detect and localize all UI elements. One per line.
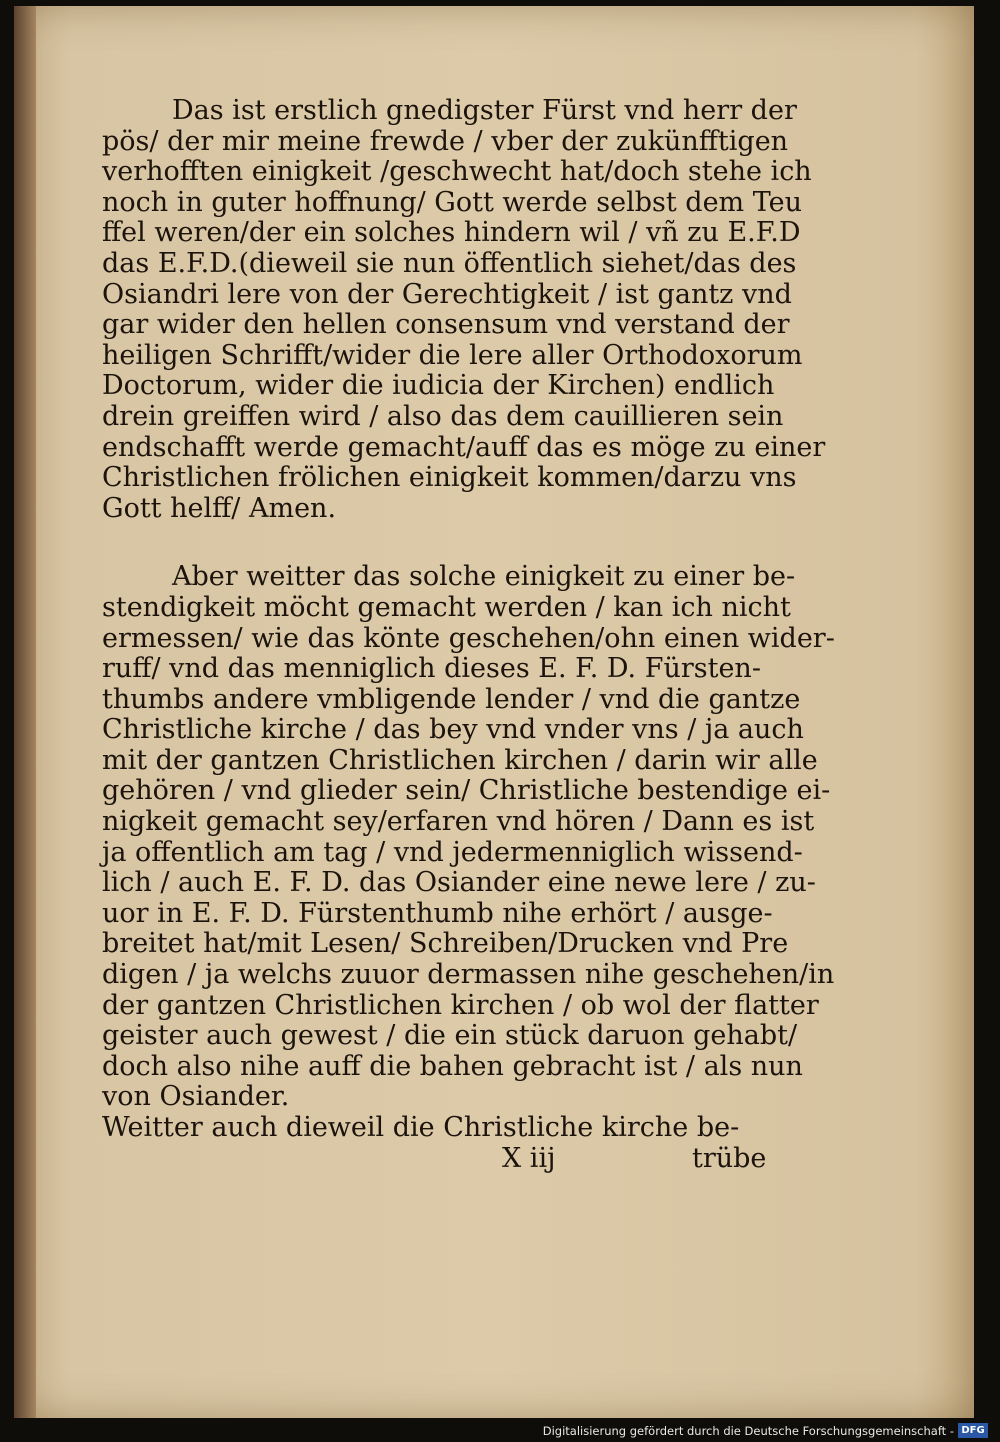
page-footer bbox=[102, 1144, 792, 1174]
paragraph-spacer bbox=[102, 524, 792, 562]
text-line: Gott helff/ Amen. bbox=[102, 492, 337, 524]
catchword: trübe bbox=[692, 1142, 767, 1174]
signature-mark: X iij bbox=[502, 1142, 556, 1174]
text-line: heiligen Schrifft/wider die lere aller Orthodoxorum bbox=[102, 339, 803, 371]
text-line: ruff/ vnd das menniglich dieses E. F. D. Fürsten- bbox=[102, 653, 761, 685]
text-line: Aber weitter das solche einigkeit zu einer be- bbox=[172, 561, 796, 593]
text-line: doch also nihe auff die bahen gebracht ist / als nun bbox=[102, 1050, 803, 1082]
paragraph-3 bbox=[102, 1113, 792, 1144]
text-line: ermessen/ wie das könte geschehen/ohn einen wider- bbox=[102, 622, 835, 654]
text-line: Weitter auch dieweil die Christliche kirche be- bbox=[102, 1112, 740, 1143]
text-line: stendigkeit möcht gemacht werden / kan ich nicht bbox=[102, 591, 791, 623]
text-line: Doctorum, wider die iudicia der Kirchen) endlich bbox=[102, 370, 775, 402]
text-line: von Osiander. bbox=[102, 1081, 290, 1113]
page-text bbox=[102, 95, 835, 1174]
book-spine bbox=[14, 6, 36, 1418]
text-line: verhofften einigkeit /geschwecht hat/doch stehe ich bbox=[102, 156, 812, 188]
text-line: ffel weren/der ein solches hindern wil / vñ zu E.F.D bbox=[102, 217, 801, 249]
text-line: Osiandri lere von der Gerechtigkeit / ist gantz vnd bbox=[102, 278, 792, 310]
text-line: thumbs andere vmbligende lender / vnd die gantze bbox=[102, 683, 801, 715]
text-line: digen / ja welchs zuuor dermassen nihe geschehen/in bbox=[102, 959, 835, 991]
text-line: nigkeit gemacht sey/erfaren vnd hören / Dann es ist bbox=[102, 806, 815, 838]
text-line: pös/ der mir meine frewde / vber der zukünfftigen bbox=[102, 125, 789, 157]
text-line: Christlichen frölichen einigkeit kommen/darzu vns bbox=[102, 462, 797, 494]
text-line: Christliche kirche / das bey vnd vnder vns / ja auch bbox=[102, 714, 804, 746]
text-line: das E.F.D.(dieweil sie nun öffentlich siehet/das des bbox=[102, 247, 797, 279]
text-line: ja offentlich am tag / vnd jedermenniglich wissend- bbox=[102, 836, 803, 868]
text-line: noch in guter hoffnung/ Gott werde selbst dem Teu bbox=[102, 186, 803, 218]
digitization-credit: Digitalisierung gefördert durch die Deutsche Forschungsgemeinschaft - bbox=[542, 1424, 954, 1438]
text-line: mit der gantzen Christlichen kirchen / darin wir alle bbox=[102, 744, 818, 776]
text-line: gar wider den hellen consensum vnd verstand der bbox=[102, 309, 790, 341]
paragraph-1 bbox=[102, 95, 826, 524]
text-line: endschafft werde gemacht/auff das es möge zu einer bbox=[102, 431, 826, 463]
book-page bbox=[14, 6, 974, 1418]
text-line: lich / auch E. F. D. das Osiander eine newe lere / zu- bbox=[102, 867, 816, 899]
dfg-logo-icon: DFG bbox=[958, 1423, 988, 1438]
text-line: geister auch gewest / die ein stück daruon gehabt/ bbox=[102, 1020, 798, 1052]
text-line: gehören / vnd glieder sein/ Christliche bestendige ei- bbox=[102, 775, 831, 807]
text-line: breitet hat/mit Lesen/ Schreiben/Drucken vnd Pre bbox=[102, 928, 789, 960]
text-line: Das ist erstlich gnedigster Fürst vnd herr der bbox=[172, 95, 797, 126]
text-line: der gantzen Christlichen kirchen / ob wol der flatter bbox=[102, 989, 819, 1021]
text-line: uor in E. F. D. Fürstenthumb nihe erhört / ausge- bbox=[102, 897, 773, 929]
text-line: drein greiffen wird / also das dem cauillieren sein bbox=[102, 400, 784, 432]
paragraph-2 bbox=[102, 561, 835, 1113]
